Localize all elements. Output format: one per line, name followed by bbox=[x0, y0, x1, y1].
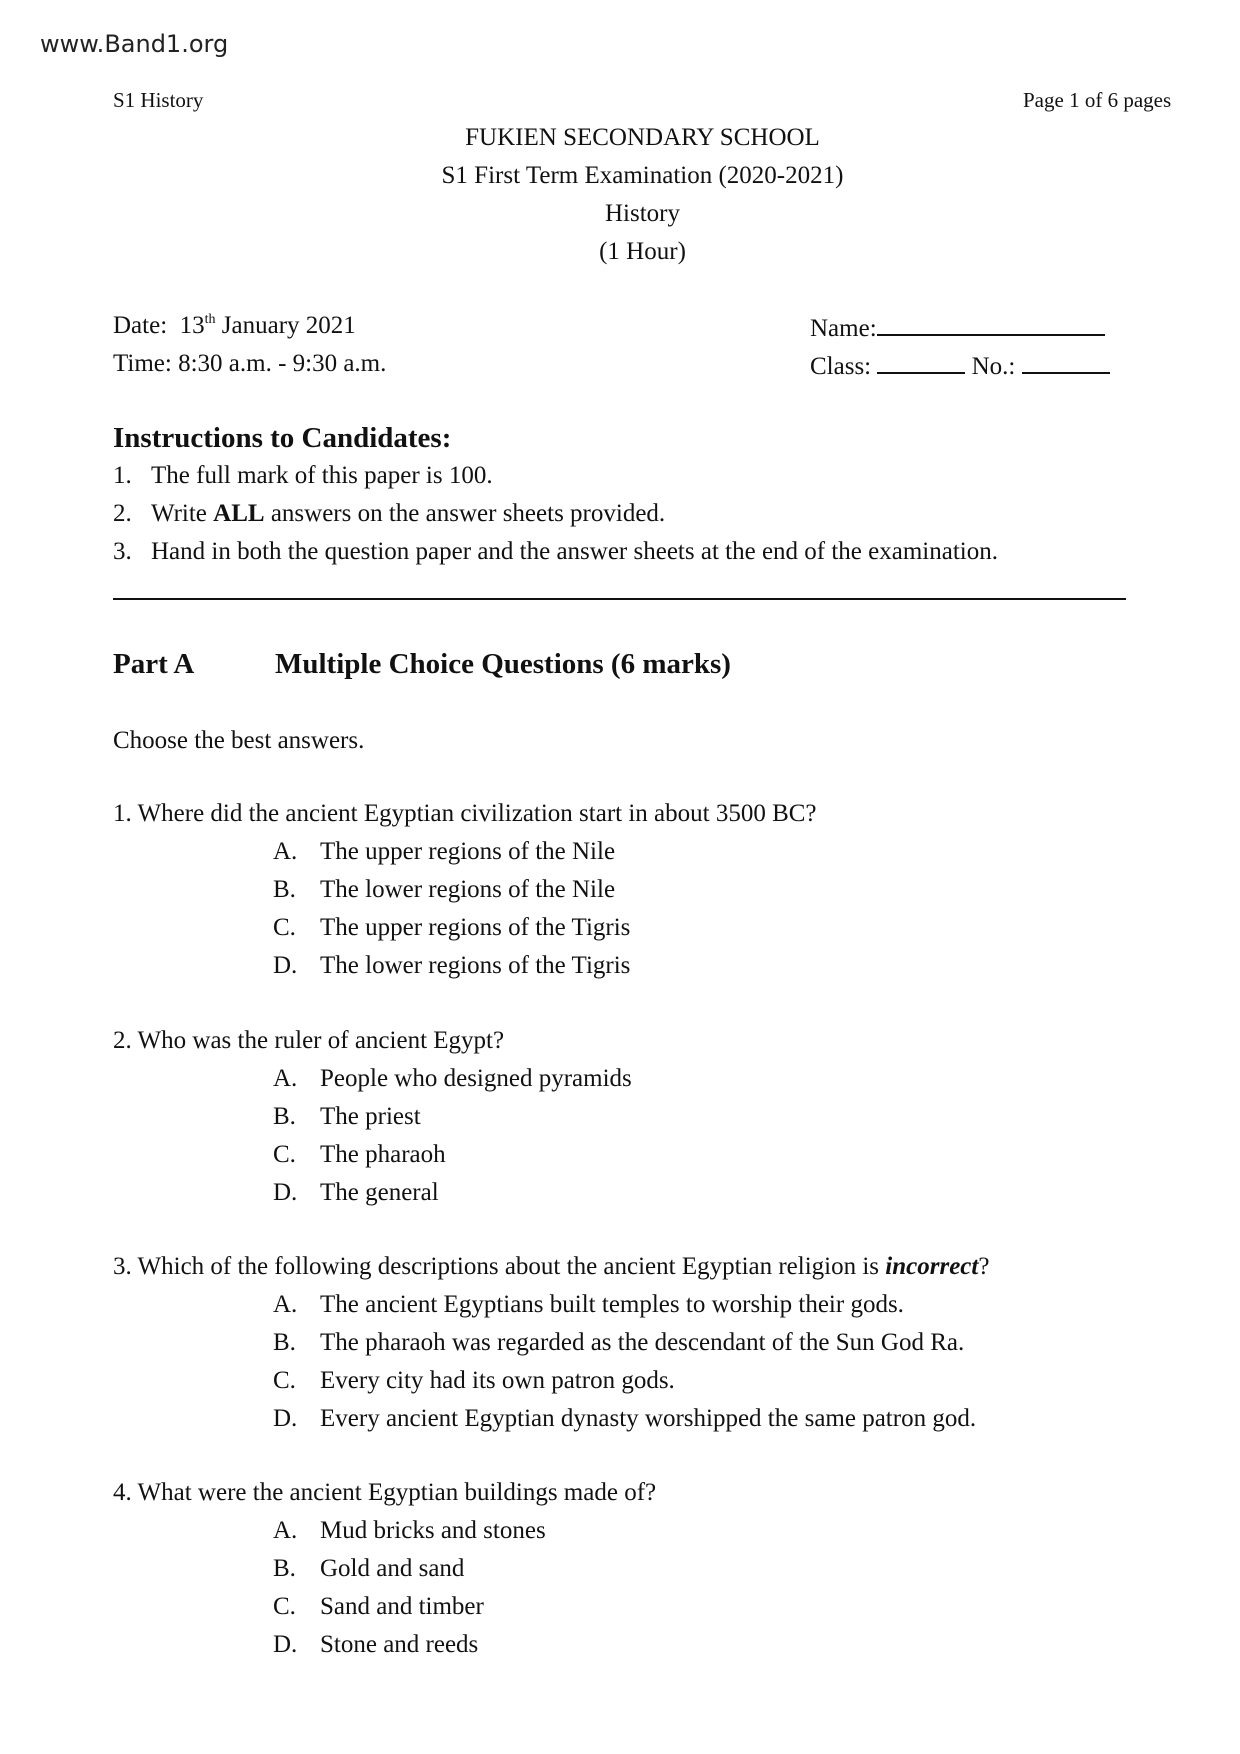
question-text: 1. Where did the ancient Egyptian civilization start in about 3500 BC? bbox=[113, 800, 817, 827]
option-letter: A. bbox=[273, 838, 298, 865]
question-emphasis: incorrect bbox=[885, 1253, 979, 1280]
class-field[interactable] bbox=[877, 350, 965, 374]
question-text-end: ? bbox=[978, 1253, 990, 1280]
instruction-text: Hand in both the question paper and the answer sheets at the end of the examination. bbox=[151, 538, 998, 565]
instruction-text: answers on the answer sheets provided. bbox=[264, 500, 666, 527]
time-value: 8:30 a.m. - 9:30 a.m. bbox=[178, 350, 387, 377]
option-text: The lower regions of the Nile bbox=[320, 876, 616, 903]
school-name: FUKIEN SECONDARY SCHOOL bbox=[465, 124, 820, 151]
exam-subject: History bbox=[605, 200, 680, 227]
part-instruction: Choose the best answers. bbox=[113, 727, 365, 754]
instruction-item bbox=[113, 462, 493, 490]
option-text: The upper regions of the Tigris bbox=[320, 914, 631, 941]
option-letter: D. bbox=[273, 1631, 298, 1658]
section-divider bbox=[113, 598, 1126, 600]
instruction-item bbox=[113, 500, 665, 528]
instruction-text: The full mark of this paper is 100. bbox=[151, 462, 493, 489]
number-label: No.: bbox=[971, 353, 1016, 380]
question-text: 2. Who was the ruler of ancient Egypt? bbox=[113, 1027, 505, 1054]
question-stem bbox=[113, 1253, 989, 1281]
exam-time bbox=[113, 350, 386, 378]
name-row bbox=[810, 312, 1105, 343]
exam-date bbox=[113, 312, 356, 340]
option-text: Every city had its own patron gods. bbox=[320, 1367, 675, 1394]
option-text: Every ancient Egyptian dynasty worshipped the same patron god. bbox=[320, 1405, 977, 1432]
option-text: Sand and timber bbox=[320, 1593, 484, 1620]
exam-title: S1 First Term Examination (2020-2021) bbox=[441, 162, 844, 189]
option-letter: D. bbox=[273, 1405, 298, 1432]
time-label: Time: bbox=[113, 350, 172, 377]
exam-duration: (1 Hour) bbox=[599, 238, 686, 265]
option-text: The priest bbox=[320, 1103, 421, 1130]
question-stem bbox=[113, 1479, 656, 1507]
question-text: 4. What were the ancient Egyptian buildings made of? bbox=[113, 1479, 657, 1506]
option-letter: D. bbox=[273, 952, 298, 979]
instruction-emphasis: ALL bbox=[213, 500, 265, 527]
question-text: 3. Which of the following descriptions about the ancient Egyptian religion is bbox=[113, 1253, 886, 1280]
option-letter: B. bbox=[273, 876, 296, 903]
instructions-title: Instructions to Candidates: bbox=[113, 422, 452, 454]
name-label: Name: bbox=[810, 315, 877, 342]
option-text: The upper regions of the Nile bbox=[320, 838, 616, 865]
instruction-text: Write bbox=[151, 500, 214, 527]
date-suffix: th bbox=[204, 312, 216, 327]
date-label: Date: bbox=[113, 312, 168, 339]
option-letter: C. bbox=[273, 914, 296, 941]
question-stem bbox=[113, 1027, 504, 1055]
instruction-number: 1. bbox=[113, 462, 132, 489]
option-text: The pharaoh was regarded as the descendant of the Sun God Ra. bbox=[320, 1329, 965, 1356]
class-row bbox=[810, 350, 1110, 381]
date-rest: January 2021 bbox=[221, 312, 356, 339]
option-letter: C. bbox=[273, 1141, 296, 1168]
number-field[interactable] bbox=[1022, 350, 1110, 374]
option-letter: A. bbox=[273, 1517, 298, 1544]
page-indicator: Page 1 of 6 pages bbox=[1023, 88, 1172, 112]
instruction-number: 3. bbox=[113, 538, 132, 565]
option-text: Mud bricks and stones bbox=[320, 1517, 546, 1544]
option-letter: A. bbox=[273, 1065, 298, 1092]
option-text: The ancient Egyptians built temples to worship their gods. bbox=[320, 1291, 904, 1318]
class-label: Class: bbox=[810, 353, 872, 380]
instruction-number: 2. bbox=[113, 500, 132, 527]
option-text: The pharaoh bbox=[320, 1141, 446, 1168]
part-title: Multiple Choice Questions (6 marks) bbox=[275, 648, 731, 680]
option-letter: C. bbox=[273, 1367, 296, 1394]
option-letter: B. bbox=[273, 1103, 296, 1130]
option-text: Gold and sand bbox=[320, 1555, 465, 1582]
option-letter: C. bbox=[273, 1593, 296, 1620]
option-letter: D. bbox=[273, 1179, 298, 1206]
option-text: The lower regions of the Tigris bbox=[320, 952, 631, 979]
question-stem bbox=[113, 800, 817, 828]
option-text: Stone and reeds bbox=[320, 1631, 479, 1658]
instruction-item bbox=[113, 538, 998, 566]
name-field[interactable] bbox=[877, 312, 1105, 336]
date-day: 13 bbox=[179, 312, 205, 339]
option-letter: B. bbox=[273, 1329, 296, 1356]
option-letter: A. bbox=[273, 1291, 298, 1318]
option-letter: B. bbox=[273, 1555, 296, 1582]
watermark-link[interactable]: www.Band1.org bbox=[40, 30, 229, 58]
header-subject: S1 History bbox=[113, 88, 204, 112]
part-label: Part A bbox=[113, 648, 195, 680]
option-text: People who designed pyramids bbox=[320, 1065, 632, 1092]
option-text: The general bbox=[320, 1179, 439, 1206]
